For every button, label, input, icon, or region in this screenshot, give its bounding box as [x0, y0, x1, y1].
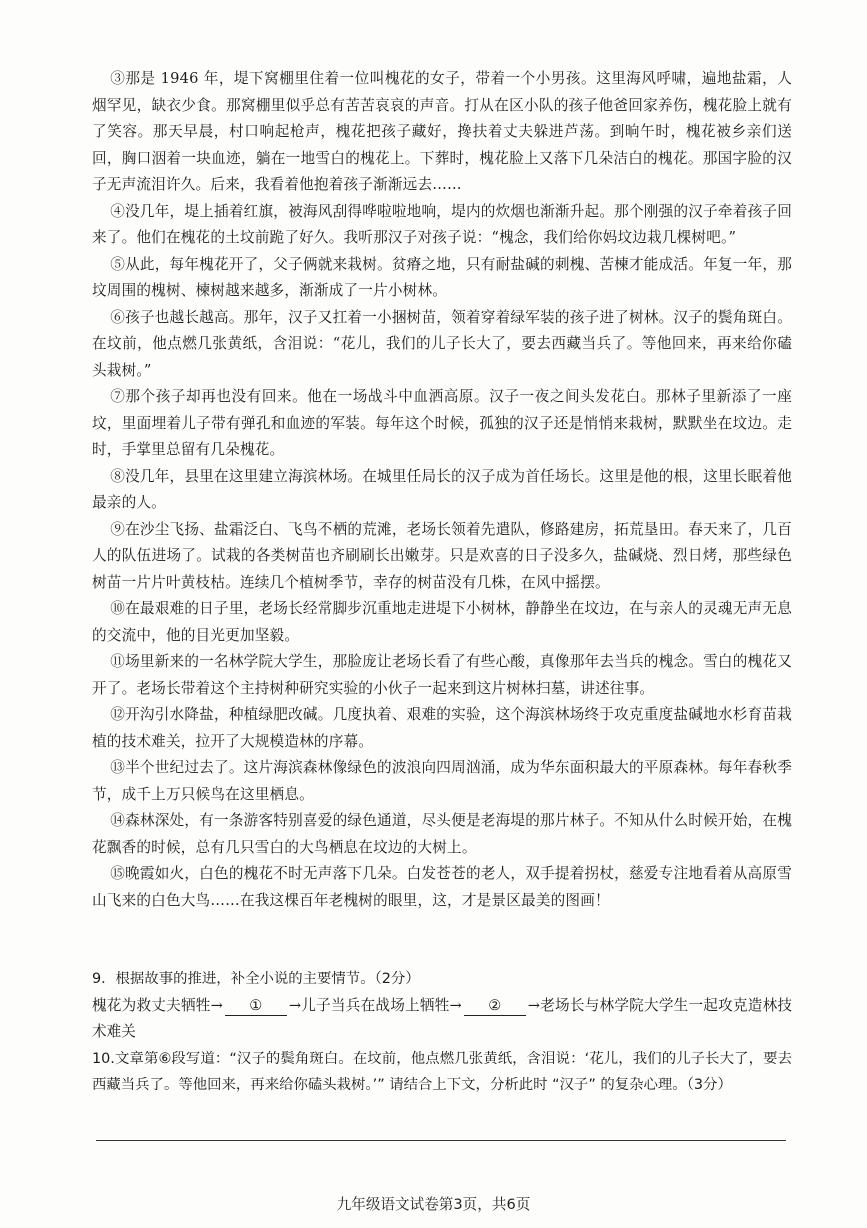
plot-step-1: 槐花为救丈夫牺牲→	[92, 996, 223, 1014]
paragraph-14: ⑭森林深处，有一条游客特别喜爱的绿色通道，尽头便是老海堤的那片林子。不知从什么时候开始，在槐花飘香的时候，总有几只雪白的大鸟栖息在坟边的大树上。	[92, 812, 792, 856]
paragraph-8: ⑧没几年，县里在这里建立海滨林场。在城里任局长的汉子成为首任场长。这里是他的根，这里长眠着他最亲的人。	[92, 467, 792, 511]
story-text	[92, 66, 792, 914]
paragraph-9: ⑨在沙尘飞扬、盐霜泛白、飞鸟不栖的荒滩，老场长领着先遣队，修路建房，拓荒垦田。春天来了，几百人的队伍进场了。试栽的各类树苗也齐刷刷长出嫩芽。只是欢喜的日子没多久，盐碱烧、烈日烤，那些绿色树苗一片片叶黄枝枯。连续几个植树季节，幸存的树苗没有几株，在风中摇摆。	[92, 520, 792, 591]
question-9-plot-chain	[92, 993, 792, 1046]
page-footer: 九年级语文试卷第3页，共6页	[336, 1196, 531, 1213]
question-10: 10.文章第⑥段写道：“汉子的鬓角斑白。在坟前，他点燃几张黄纸，含泪说：‘花儿，我们的儿子长大了，要去西藏当兵了。等他回来，再来给你磕头栽树。’” 请结合上下文，分析此时 “汉子” 的复杂心理。（3分）	[92, 1050, 792, 1093]
paragraph-13: ⑬半个世纪过去了。这片海滨森林像绿色的波浪向四周汹涌，成为华东面积最大的平原森林。每年春秋季节，成千上万只候鸟在这里栖息。	[92, 759, 792, 803]
answer-blank-2[interactable]: ②	[464, 997, 526, 1016]
questions-section	[92, 966, 792, 1099]
answer-blank-1[interactable]: ①	[225, 997, 287, 1016]
paragraph-6: ⑥孩子也越长越高。那年，汉子又扛着一小捆树苗，领着穿着绿军装的孩子进了树林。汉子的鬓角斑白。在坟前，他点燃几张黄纸，含泪说：“花儿，我们的儿子长大了，要去西藏当兵了。等他回来，再来给你磕头栽树。”	[92, 308, 792, 379]
paragraph-4: ④没几年，堤上插着红旗，被海风刮得哗啦啦地响，堤内的炊烟也渐渐升起。那个刚强的汉子牵着孩子回来了。他们在槐花的土坟前跪了好久。我听那汉子对孩子说：“槐念，我们给你妈坟边栽几棵树吧。”	[92, 202, 792, 246]
paragraph-3: ③那是 1946 年，堤下窝棚里住着一位叫槐花的女子，带着一个小男孩。这里海风呼啸，遍地盐霜，人烟罕见，缺衣少食。那窝棚里似乎总有苦苦哀哀的声音。打从在区小队的孩子他爸回家养伤，槐花脸上就有了笑容。那天早晨，村口响起枪声，槐花把孩子藏好，搀扶着丈夫躲进芦荡。到晌午时，槐花被乡亲们送回，胸口洇着一块血迹，躺在一地雪白的槐花上。下葬时，槐花脸上又落下几朵洁白的槐花。那国字脸的汉子无声流泪许久。后来，我看着他抱着孩子渐渐远去……	[92, 70, 792, 193]
plot-step-2: →儿子当兵在战场上牺牲→	[288, 996, 462, 1014]
paragraph-5: ⑤从此，每年槐花开了，父子俩就来栽树。贫瘠之地，只有耐盐碱的刺槐、苦楝才能成活。年复一年，那坟周围的槐树、楝树越来越多，渐渐成了一片小树林。	[92, 255, 792, 299]
paragraph-15: ⑮晚霞如火，白色的槐花不时无声落下几朵。白发苍苍的老人，双手提着拐杖，慈爱专注地看着从高原雪山飞来的白色大鸟……在我这棵百年老槐树的眼里，这，才是景区最美的图画！	[92, 865, 792, 909]
paragraph-10: ⑩在最艰难的日子里，老场长经常脚步沉重地走进堤下小树林，静静坐在坟边，在与亲人的灵魂无声无息的交流中，他的目光更加坚毅。	[92, 600, 792, 644]
divider-line	[96, 1140, 786, 1141]
plot-step-3: →老场长与林学院大学生一起攻克造林技术难关	[92, 996, 792, 1040]
question-9-title: 9．根据故事的推进，补全小说的主要情节。（2分）	[92, 971, 420, 987]
paragraph-11: ⑪场里新来的一名林学院大学生，那脸庞让老场长看了有些心酸，真像那年去当兵的槐念。雪白的槐花又开了。老场长带着这个主持树种研究实验的小伙子一起来到这片树林扫墓，讲述往事。	[92, 653, 792, 697]
paragraph-7: ⑦那个孩子却再也没有回来。他在一场战斗中血洒高原。汉子一夜之间头发花白。那林子里新添了一座坟，里面埋着儿子带有弹孔和血迹的军装。每年这个时候，孤独的汉子还是悄悄来栽树，默默坐在坟边。走时，手掌里总留有几朵槐花。	[92, 388, 792, 458]
paragraph-12: ⑫开沟引水降盐，种植绿肥改碱。几度执着、艰难的实验，这个海滨林场终于攻克重度盐碱地水杉育苗栽植的技术难关，拉开了大规模造林的序幕。	[92, 706, 792, 750]
